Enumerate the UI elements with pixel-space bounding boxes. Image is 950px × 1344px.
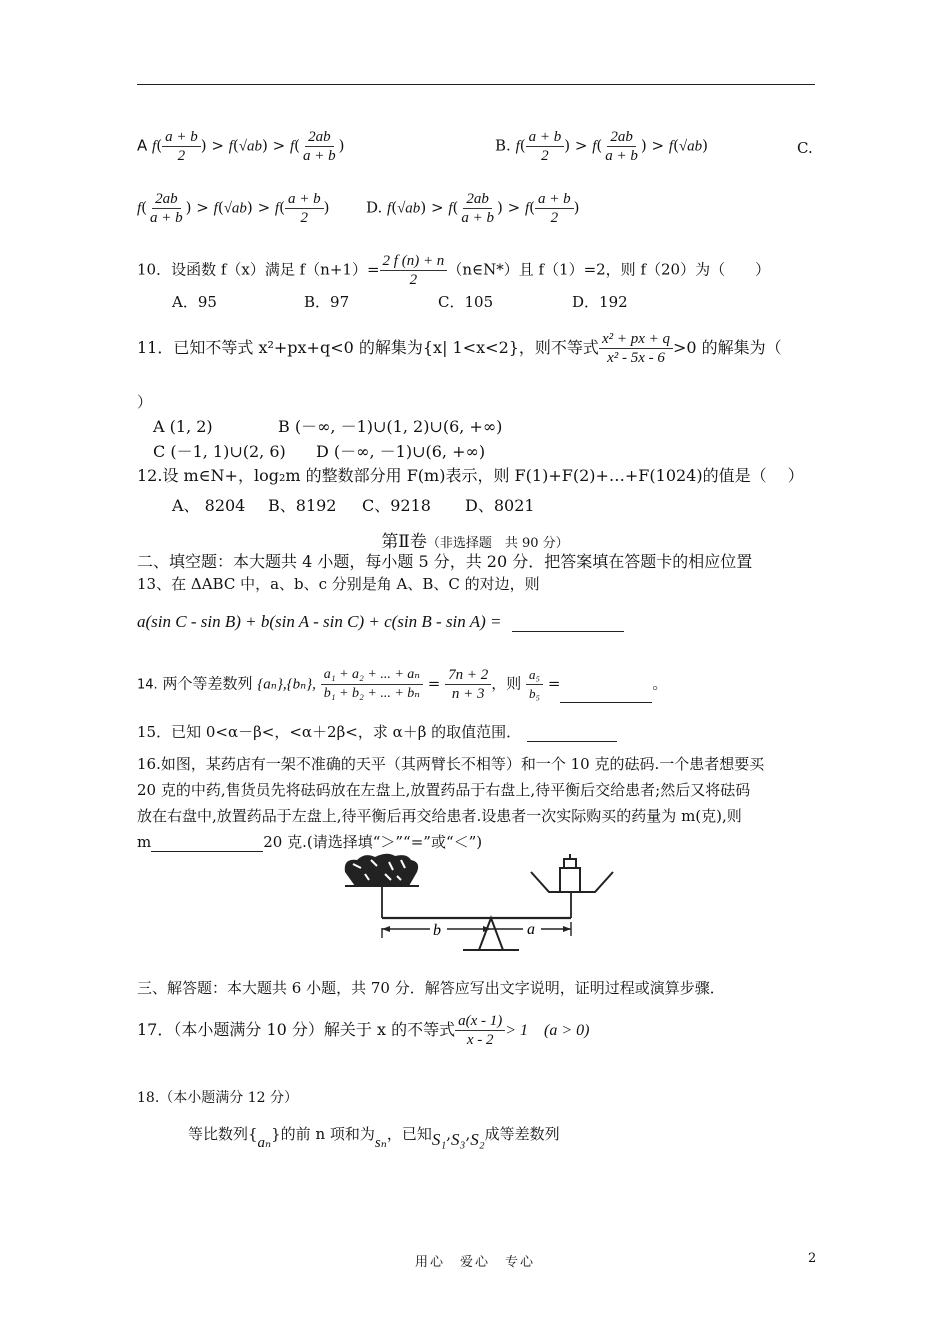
header-rule — [137, 84, 815, 85]
q16-line-4: m 20 克.(请选择填“＞”“=”或“＜”) — [137, 833, 483, 851]
q11-option-b: B (－∞, －1)∪(1, 2)∪(6, +∞) — [278, 417, 503, 436]
q11-option-a: A (1, 2) — [153, 417, 213, 436]
q14-question: 14. 两个等差数列 {aₙ},{bₙ}, $\frac{\text{a₁ + a₂ + ... + aₙ}}{\text{b₁ + b₂ + ... + bₙ}}$ = $\frac{7n + 2}{n + 3}$ ，则 $\frac{\text{a₅}}{\text{b₅}}$ = 。 — [137, 667, 668, 702]
q16-line-2: 20 克的中药,售货员先将砝码放在左盘上,放置药品于右盘上,待平衡后交给患者;然后又将砝码 — [137, 781, 751, 799]
q17-question: 17．（本小题满分 10 分）解关于 x 的不等式 $\frac{a(x - 1)}{x - 2}$ > 1 (a > 0) — [137, 1013, 590, 1048]
q18-title: 18.（本小题满分 12 分） — [137, 1090, 298, 1106]
q12-option-c: C、9218 — [362, 496, 431, 515]
q10-option-a: A．95 — [172, 293, 217, 311]
q10-option-c: C．105 — [438, 293, 494, 311]
q11-paren-close: ） — [137, 393, 153, 411]
q13-answer-blank[interactable] — [512, 631, 624, 632]
arm-b-label: b — [433, 922, 441, 939]
q18-question: 等比数列{aₙ}的前 n 项和为sₙ，已知S₁,S₃,S₂成等差数列 — [188, 1125, 560, 1151]
q12-question: 12.设 m∈N+，log₂m 的整数部分用 F(m)表示，则 F(1)+F(2)+…+F(1024)的值是（ ） — [137, 466, 804, 485]
balance-scale-figure — [335, 850, 615, 960]
q9-option-c-label: C. — [797, 139, 813, 157]
fulcrum — [479, 918, 503, 950]
q13-expression: a(sin C - sin B) + b(sin A - sin C) + c(sin B - sin A) = — [137, 612, 624, 632]
q15-question: 15．已知 0<α－β<，<α＋2β<，求 α＋β 的取值范围． — [137, 722, 617, 742]
q12-option-d: D、8021 — [465, 496, 535, 515]
q11-option-c: C (－1, 1)∪(2, 6) — [153, 442, 286, 461]
q11-option-d: D (－∞, －1)∪(6, +∞) — [316, 442, 486, 461]
part2-heading: 第Ⅱ卷（非选择题 共 90 分） — [381, 532, 569, 552]
q9-option-a: A f( $\frac{a + b}{2}$ ) > f(√ab) > f( $\frac{2ab}{a + b}$ ) — [137, 129, 345, 164]
q16-line-3: 放在右盘中,放置药品于左盘上,待平衡后再交给患者.设患者一次实际购买的药量为 m(克),则 — [137, 807, 742, 825]
q11-question: 11．已知不等式 x²+px+q<0 的解集为{x| 1<x<2}，则不等式 $\frac{\text{x² + px + q}}{\text{x² - 5x - 6}}$ >0 的解集为（ — [137, 331, 782, 366]
arm-a-label: a — [527, 921, 535, 938]
q13-question: 13、在 ΔABC 中，a、b、c 分别是角 A、B、C 的对边，则 — [137, 575, 540, 593]
section3-heading: 三、解答题：本大题共 6 小题，共 70 分．解答应写出文字说明，证明过程或演算步骤． — [137, 979, 725, 997]
weight-pan-right — [531, 854, 613, 892]
q10-option-b: B．97 — [304, 293, 350, 311]
q12-option-a: A、 8204 — [172, 496, 246, 515]
q9-option-d: D. f(√ab) > f( $\frac{2ab}{a + b}$ ) > f( $\frac{a + b}{2}$ ) — [366, 191, 580, 226]
section2-heading: 二、填空题：本大题共 4 小题，每小题 5 分，共 20 分．把答案填在答题卡的相应位置 — [137, 552, 753, 571]
q14-answer-blank[interactable] — [560, 702, 652, 703]
q9-option-c: f( $\frac{2ab}{a + b}$ ) > f(√ab) > f( $\frac{a + b}{2}$ ) — [137, 191, 330, 226]
q16-line-1: 16.如图，某药店有一架不准确的天平（其两臂长不相等）和一个 10 克的砝码.一个患者想要买 — [137, 755, 765, 773]
drug-pile-left — [345, 854, 419, 886]
q12-option-b: B、8192 — [268, 496, 337, 515]
q16-answer-blank[interactable] — [151, 851, 263, 852]
q10-option-d: D．192 — [572, 293, 628, 311]
q10-question: 10．设函数 f（x）满足 f（n+1）= $\frac{2 f (n) + n}{2}$ （n∈N*）且 f（1）=2，则 f（20）为（ ） — [137, 253, 771, 288]
q15-answer-blank[interactable] — [527, 741, 617, 742]
page-footer: 用心 爱心 专心 — [414, 1255, 535, 1270]
q9-option-b: B. f( $\frac{a + b}{2}$ ) > f( $\frac{2ab}{a + b}$ ) > f(√ab) — [495, 129, 709, 164]
page-number: 2 — [808, 1251, 817, 1266]
